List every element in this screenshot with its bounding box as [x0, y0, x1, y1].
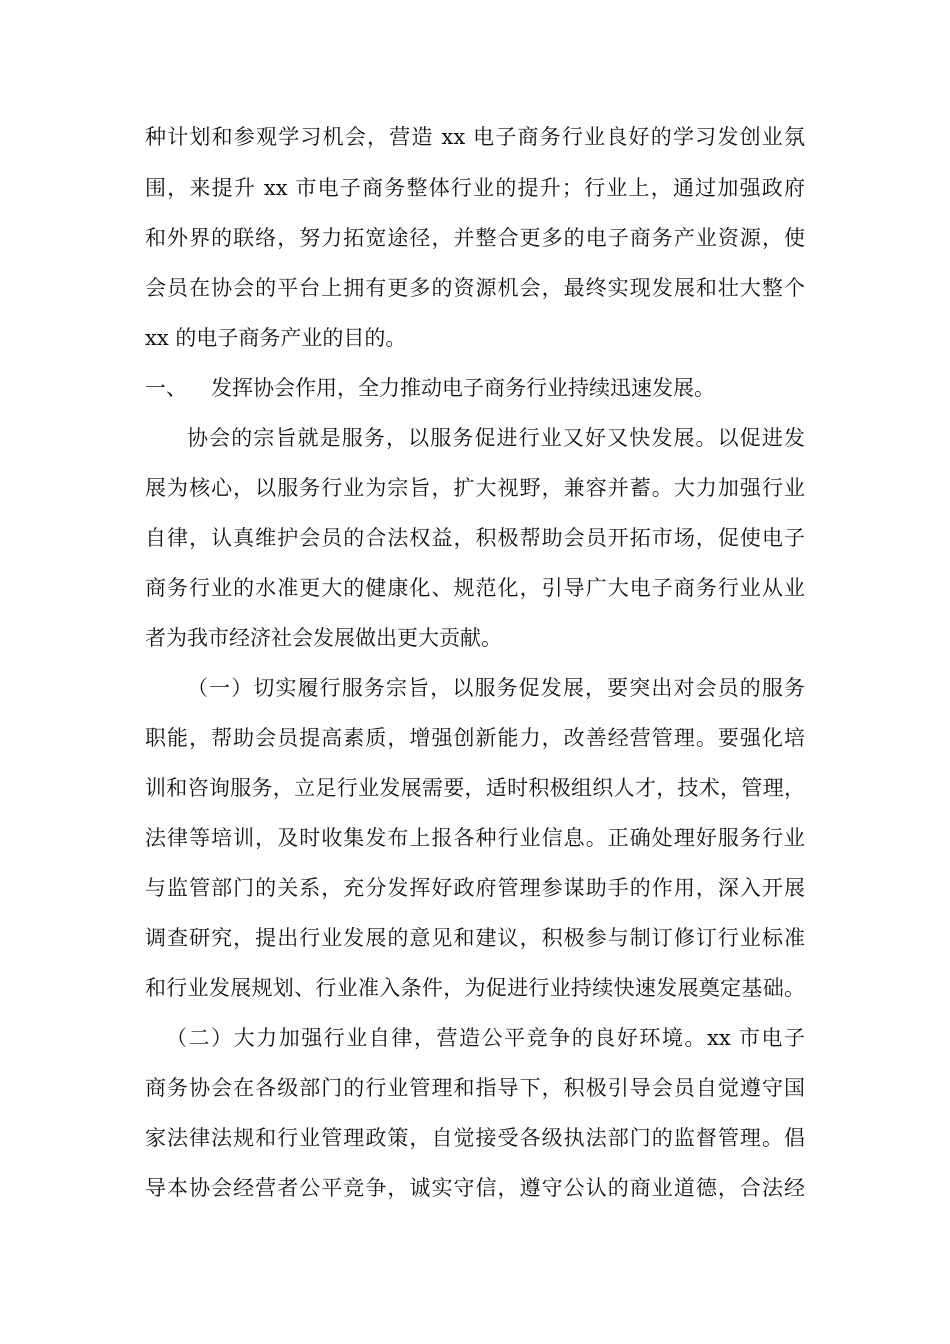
intro-line-4: 会员在协会的平台上拥有更多的资源机会，最终实现发展和壮大整个 [145, 276, 805, 300]
intro-line-5: xx 的电子商务产业的目的。 [145, 326, 407, 350]
purpose-line-5: 者为我市经济社会发展做出更大贡献。 [145, 626, 502, 650]
intro-line-1: 种计划和参观学习机会，营造 xx 电子商务行业良好的学习发创业氛 [145, 125, 805, 149]
purpose-line-4: 商务行业的水准更大的健康化、规范化，引导广大电子商务行业从业 [145, 576, 805, 600]
item-one-line-7: 和行业发展规划、行业准入条件，为促进行业持续快速发展奠定基础。 [145, 976, 805, 1000]
intro-line-3: 和外界的联络，努力拓宽途径，并整合更多的电子商务产业资源，使 [145, 226, 805, 250]
item-one-line-5: 与监管部门的关系，充分发挥好政府管理参谋助手的作用，深入开展 [145, 876, 805, 900]
item-one-line-1: （一）切实履行服务宗旨，以服务促发展，要突出对会员的服务 [187, 676, 805, 700]
item-two-line-2: 商务协会在各级部门的行业管理和指导下，积极引导会员自觉遵守国 [145, 1076, 805, 1100]
purpose-line-2: 展为核心，以服务行业为宗旨，扩大视野，兼容并蓄。大力加强行业 [145, 476, 805, 500]
item-one-line-6: 调查研究，提出行业发展的意见和建议，积极参与制订修订行业标准 [145, 926, 805, 950]
item-two-line-3: 家法律法规和行业管理政策，自觉接受各级执法部门的监督管理。倡 [145, 1126, 805, 1150]
purpose-line-1: 协会的宗旨就是服务，以服务促进行业又好又快发展。以促进发 [187, 426, 805, 450]
item-two-line-1: （二）大力加强行业自律，营造公平竞争的良好环境。xx 市电子 [166, 1026, 805, 1050]
item-one-line-4: 法律等培训，及时收集发布上报各种行业信息。正确处理好服务行业 [145, 826, 805, 850]
item-one-line-3: 训和咨询服务，立足行业发展需要，适时积极组织人才，技术，管理， [145, 776, 805, 800]
section-heading-title: 发挥协会作用，全力推动电子商务行业持续迅速发展。 [211, 376, 715, 400]
intro-line-2: 围，来提升 xx 市电子商务整体行业的提升；行业上，通过加强政府 [145, 176, 805, 200]
item-one-line-2: 职能，帮助会员提高素质，增强创新能力，改善经营管理。要强化培 [145, 726, 805, 750]
section-heading-number: 一、 [145, 376, 187, 400]
purpose-line-3: 自律，认真维护会员的合法权益，积极帮助会员开拓市场，促使电子 [145, 526, 805, 550]
item-two-line-4: 导本协会经营者公平竞争，诚实守信，遵守公认的商业道德，合法经 [145, 1176, 805, 1200]
